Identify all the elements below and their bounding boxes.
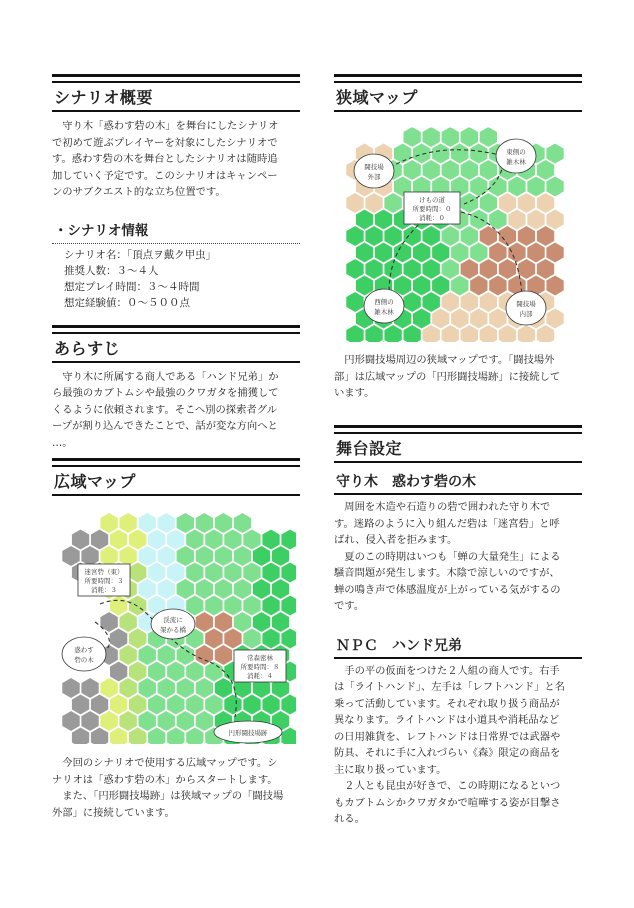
path-time: 所要時間：０: [412, 205, 452, 213]
arena-outside-circle: [354, 154, 394, 188]
paragraph-line: す。惑わす砦の木を舞台としたシナリオは随時追: [52, 153, 278, 165]
section-rule: [52, 74, 300, 83]
npc-subheading: ＮＰＣ ハンド兄弟: [334, 633, 582, 659]
paragraph-line: 防具、それに手に入れづらい《森》限定の商品を: [334, 747, 561, 759]
forest-cost: 消耗：４: [247, 672, 273, 680]
wide-map-caption: [52, 755, 300, 821]
paragraph-line: 部」は広域マップの「円形闘技場跡」に接続して: [334, 370, 561, 383]
path-label: けもの道: [419, 196, 445, 204]
paragraph-line: です。: [334, 600, 365, 612]
forest-time: 所要時間：８: [240, 663, 280, 671]
paragraph-line: れる。: [334, 813, 365, 825]
tree-label: 砦の木: [74, 656, 94, 664]
paragraph-line: 主に取り扱っています。: [334, 763, 447, 776]
paragraph-line: の日用雑貨を、レフトハンドは日常界では武器や: [334, 730, 561, 743]
arena-inside-label: 闘技場: [516, 300, 536, 308]
tree-text: [334, 495, 582, 615]
stage-section: [334, 425, 582, 828]
tree-subheading: 守り木 惑わす砦の木: [334, 469, 582, 495]
path-cost: 消耗：０: [419, 214, 445, 222]
paragraph-line: くるように依頼されます。そこへ別の探索者グル: [52, 403, 277, 416]
arena-label: 円形闘技場跡: [228, 729, 268, 737]
paragraph-line: ナリオは「惑わす砦の木」からスタートします。: [52, 773, 278, 786]
arena-outside-label: 闘技場: [364, 163, 384, 171]
paragraph-line: ープが割り込んできたことで、話が変な方向へと: [52, 420, 278, 432]
narrow-map-section: [334, 74, 582, 112]
info-item: 推奨人数：３～４人: [64, 264, 159, 277]
west-woods-label: 西側の: [374, 298, 394, 306]
paragraph-line: 円形闘技場周辺の狭域マップです。「闘技場外: [344, 354, 555, 366]
info-item: シナリオ名：「頂点ヲ戴ク甲虫」: [64, 248, 217, 261]
paragraph-line: 周囲を木造や石造りの砦で囲われた守り木で: [344, 501, 551, 513]
paragraph-line: 守り木に所属する商人である「ハンド兄弟」か: [62, 370, 279, 383]
section-rule: [334, 74, 582, 83]
fort-cost: 消耗：３: [91, 586, 117, 594]
npc-text: [334, 659, 582, 828]
paragraph-line: …。: [52, 436, 73, 449]
east-woods-circle: [496, 139, 536, 173]
section-rule: [52, 325, 300, 334]
paragraph-line: す。迷路のように入り組んだ砦は「迷宮砦」と呼: [334, 517, 560, 530]
arena-outside-label: 外部: [367, 173, 381, 181]
paragraph-line: また、「円形闘技場跡」は狭域マップの「闘技場: [62, 790, 284, 802]
paragraph-line: は「ライトハンド」、左手は「レフトハンド」と名: [334, 681, 565, 693]
paragraph-line: ら最強のカブトムシや最強のクワガタを捕獲して: [52, 387, 279, 399]
fort-time: 所要時間：３: [84, 577, 124, 585]
wide-map: [60, 512, 296, 744]
stage-heading: 舞台設定: [334, 434, 582, 463]
narrow-map: [344, 126, 576, 342]
paragraph-line: 異なります。ライトハンドは小道具や消耗品など: [334, 714, 560, 726]
paragraph-line: ンのサブクエスト的な立ち位置です。: [52, 186, 226, 198]
wide-map-section: [52, 458, 300, 496]
arena-inside-circle: [506, 291, 546, 325]
info-item: 想定プレイ時間：３～４時間: [64, 280, 200, 293]
tree-label: 惑わす: [74, 646, 94, 654]
paragraph-line: 乗って活動しています。それぞれ取り扱う商品が: [334, 697, 560, 710]
narrow-map-heading: 狭域マップ: [334, 83, 582, 112]
paragraph-line: 夏のこの時期はいつも「蝉の大量発生」による: [344, 550, 561, 563]
paragraph-line: 今回のシナリオで使用する広域マップです。シ: [62, 757, 278, 769]
west-woods-label: 雑木林: [374, 308, 394, 316]
west-woods-circle: [364, 289, 404, 323]
left-column: [52, 74, 300, 451]
section-rule: [334, 425, 582, 434]
paragraph-line: 加していく予定です。このシナリオはキャンペー: [52, 169, 278, 182]
fort-label: 迷宮砦（東）: [84, 568, 124, 576]
paragraph-line: ばれ、侵入者を拒みます。: [334, 534, 458, 546]
synopsis-text: [52, 363, 300, 452]
forest-label: 常森密林: [247, 654, 273, 662]
bridge-label-circle: [151, 609, 195, 639]
scenario-overview-heading: シナリオ概要: [52, 83, 300, 112]
paragraph-line: います。: [334, 387, 375, 399]
paragraph-line: 外部」に接続しています。: [52, 806, 175, 819]
bridge-label: 渓流に: [163, 616, 183, 624]
scenario-overview-text: [52, 112, 300, 201]
section-rule: [52, 458, 300, 467]
narrow-map-caption: [334, 352, 582, 402]
east-woods-label: 東側の: [506, 148, 526, 156]
paragraph-line: 騒音問題が発生します。木陰で涼しいのですが、: [334, 567, 560, 579]
paragraph-line: もカブトムシかクワガタかで喧嘩する姿が目撃さ: [334, 796, 561, 809]
scenario-info-list: [52, 244, 300, 311]
paragraph-line: 手の平の仮面をつけた２人組の商人です。右手: [344, 664, 560, 677]
synopsis-heading: あらすじ: [52, 334, 300, 363]
arena-inside-label: 内部: [519, 310, 533, 318]
paragraph-line: ２人とも昆虫が好きで、この時期になるといつ: [344, 780, 561, 792]
tree-label-circle: [62, 637, 106, 671]
scenario-info-heading: ・シナリオ情報: [52, 219, 300, 244]
east-woods-label: 雑木林: [506, 158, 526, 166]
wide-map-heading: 広域マップ: [52, 467, 300, 496]
info-item: 想定経験値：０～５００点: [64, 296, 190, 309]
bridge-label: 架かる橋: [160, 626, 186, 634]
paragraph-line: 蝉の鳴き声で体感温度が上がっている気がするの: [334, 583, 561, 596]
paragraph-line: 守り木「惑わす砦の木」を舞台にしたシナリオ: [62, 120, 279, 132]
paragraph-line: で初めて遊ぶプレイヤーを対象にしたシナリオで: [52, 136, 278, 149]
